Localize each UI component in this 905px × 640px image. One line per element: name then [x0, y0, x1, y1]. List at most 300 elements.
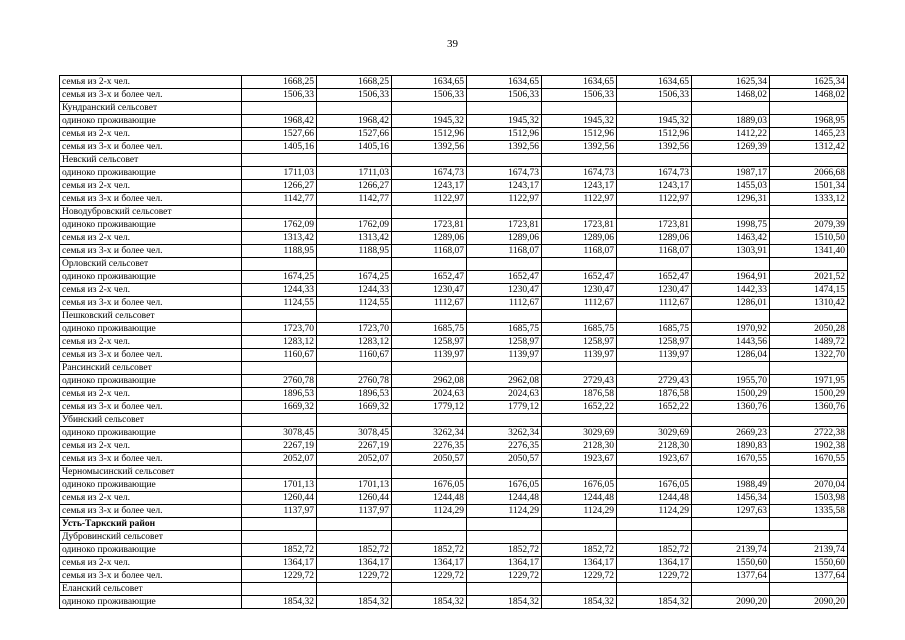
value-cell: 1945,32 [617, 115, 692, 128]
empty-cell [392, 154, 467, 167]
value-cell: 1896,53 [317, 388, 392, 401]
empty-cell [242, 206, 317, 219]
empty-cell [617, 206, 692, 219]
empty-cell [392, 414, 467, 427]
empty-cell [617, 583, 692, 596]
empty-cell [692, 531, 770, 544]
value-cell: 1258,97 [392, 336, 467, 349]
row-label: одиноко проживающие [60, 427, 242, 440]
value-cell: 1122,97 [392, 193, 467, 206]
empty-cell [467, 466, 542, 479]
empty-cell [542, 466, 617, 479]
empty-cell [317, 583, 392, 596]
value-cell: 1988,49 [692, 479, 770, 492]
value-cell: 1625,34 [770, 76, 848, 89]
value-cell: 1854,32 [542, 596, 617, 609]
value-cell: 1468,02 [770, 89, 848, 102]
value-cell: 2050,28 [770, 323, 848, 336]
value-cell: 3029,69 [542, 427, 617, 440]
value-cell: 1506,33 [617, 89, 692, 102]
row-label: семья из 3-х и более чел. [60, 245, 242, 258]
value-cell: 1852,72 [617, 544, 692, 557]
row-label: одиноко проживающие [60, 375, 242, 388]
value-cell: 1652,22 [542, 401, 617, 414]
value-cell: 1296,31 [692, 193, 770, 206]
empty-cell [317, 518, 392, 531]
value-cell: 2267,19 [242, 440, 317, 453]
row-label: одиноко проживающие [60, 219, 242, 232]
table-row [60, 557, 848, 570]
value-cell: 1258,97 [617, 336, 692, 349]
value-cell: 1124,55 [242, 297, 317, 310]
value-cell: 1674,73 [542, 167, 617, 180]
empty-cell [770, 258, 848, 271]
value-cell: 1168,07 [542, 245, 617, 258]
value-cell: 1685,75 [392, 323, 467, 336]
value-cell: 1968,95 [770, 115, 848, 128]
value-cell: 1455,03 [692, 180, 770, 193]
value-cell: 1243,17 [467, 180, 542, 193]
value-cell: 1260,44 [242, 492, 317, 505]
row-label: семья из 3-х и более чел. [60, 570, 242, 583]
table-row [60, 375, 848, 388]
value-cell: 1258,97 [542, 336, 617, 349]
value-cell: 2128,30 [617, 440, 692, 453]
empty-cell [542, 258, 617, 271]
empty-cell [317, 362, 392, 375]
value-cell: 1377,64 [692, 570, 770, 583]
value-cell: 1896,53 [242, 388, 317, 401]
empty-cell [242, 518, 317, 531]
value-cell: 1412,22 [692, 128, 770, 141]
empty-cell [542, 531, 617, 544]
section-label: Новодубровский сельсовет [60, 206, 242, 219]
empty-cell [242, 310, 317, 323]
empty-cell [467, 583, 542, 596]
value-cell: 1723,70 [242, 323, 317, 336]
value-cell: 1506,33 [317, 89, 392, 102]
value-cell: 1779,12 [392, 401, 467, 414]
value-cell: 1852,72 [392, 544, 467, 557]
value-cell: 1364,17 [317, 557, 392, 570]
row-label: семья из 3-х и более чел. [60, 141, 242, 154]
empty-cell [617, 102, 692, 115]
value-cell: 1968,42 [242, 115, 317, 128]
table-row [60, 115, 848, 128]
value-cell: 1303,91 [692, 245, 770, 258]
empty-cell [392, 466, 467, 479]
value-cell: 1685,75 [467, 323, 542, 336]
value-cell: 1723,70 [317, 323, 392, 336]
value-cell: 1723,81 [392, 219, 467, 232]
empty-cell [242, 102, 317, 115]
value-cell: 1890,83 [692, 440, 770, 453]
row-label: семья из 2-х чел. [60, 284, 242, 297]
value-cell: 1122,97 [542, 193, 617, 206]
value-cell: 1230,47 [617, 284, 692, 297]
value-cell: 1852,72 [542, 544, 617, 557]
row-label: семья из 3-х и более чел. [60, 193, 242, 206]
value-cell: 1876,58 [542, 388, 617, 401]
table-row [60, 180, 848, 193]
section-label: Убинский сельсовет [60, 414, 242, 427]
row-label: семья из 2-х чел. [60, 180, 242, 193]
empty-cell [617, 531, 692, 544]
value-cell: 1139,97 [467, 349, 542, 362]
value-cell: 1527,66 [242, 128, 317, 141]
value-cell: 1527,66 [317, 128, 392, 141]
value-cell: 1289,06 [392, 232, 467, 245]
value-cell: 1244,48 [542, 492, 617, 505]
value-cell: 1443,56 [692, 336, 770, 349]
value-cell: 2079,39 [770, 219, 848, 232]
row-label: семья из 2-х чел. [60, 232, 242, 245]
value-cell: 1364,17 [467, 557, 542, 570]
section-label: Черномысинский сельсовет [60, 466, 242, 479]
value-cell: 1474,15 [770, 284, 848, 297]
value-cell: 1244,48 [392, 492, 467, 505]
table-row [60, 284, 848, 297]
value-cell: 1139,97 [392, 349, 467, 362]
empty-cell [692, 258, 770, 271]
section-header-row [60, 531, 848, 544]
value-cell: 1269,39 [692, 141, 770, 154]
value-cell: 1229,72 [392, 570, 467, 583]
value-cell: 1550,60 [692, 557, 770, 570]
value-cell: 1998,75 [692, 219, 770, 232]
row-label: семья из 2-х чел. [60, 128, 242, 141]
value-cell: 3262,34 [392, 427, 467, 440]
value-cell: 1360,76 [692, 401, 770, 414]
table-row [60, 232, 848, 245]
row-label: одиноко проживающие [60, 479, 242, 492]
value-cell: 1762,09 [242, 219, 317, 232]
empty-cell [617, 414, 692, 427]
value-cell: 1142,77 [242, 193, 317, 206]
value-cell: 1244,48 [467, 492, 542, 505]
empty-cell [542, 206, 617, 219]
empty-cell [770, 310, 848, 323]
row-label: семья из 2-х чел. [60, 557, 242, 570]
value-cell: 1506,33 [467, 89, 542, 102]
empty-cell [392, 362, 467, 375]
value-cell: 1512,96 [542, 128, 617, 141]
row-label: одиноко проживающие [60, 323, 242, 336]
empty-cell [242, 531, 317, 544]
empty-cell [317, 310, 392, 323]
value-cell: 1676,05 [542, 479, 617, 492]
value-cell: 1945,32 [392, 115, 467, 128]
table-row [60, 336, 848, 349]
empty-cell [770, 531, 848, 544]
empty-cell [467, 102, 542, 115]
value-cell: 1364,17 [242, 557, 317, 570]
value-cell: 2090,20 [692, 596, 770, 609]
value-cell: 1669,32 [242, 401, 317, 414]
value-cell: 1668,25 [242, 76, 317, 89]
value-cell: 1112,67 [542, 297, 617, 310]
empty-cell [770, 518, 848, 531]
value-cell: 1442,33 [692, 284, 770, 297]
value-cell: 1229,72 [242, 570, 317, 583]
value-cell: 2024,63 [392, 388, 467, 401]
empty-cell [242, 583, 317, 596]
value-cell: 2729,43 [617, 375, 692, 388]
empty-cell [542, 310, 617, 323]
table-row [60, 453, 848, 466]
value-cell: 1266,27 [317, 180, 392, 193]
empty-cell [392, 206, 467, 219]
row-label: одиноко проживающие [60, 167, 242, 180]
value-cell: 1341,40 [770, 245, 848, 258]
value-cell: 1506,33 [242, 89, 317, 102]
value-cell: 2024,63 [467, 388, 542, 401]
table-row [60, 388, 848, 401]
empty-cell [392, 531, 467, 544]
empty-cell [242, 362, 317, 375]
value-cell: 1670,55 [692, 453, 770, 466]
value-cell: 1676,05 [617, 479, 692, 492]
value-cell: 1670,55 [770, 453, 848, 466]
value-cell: 1244,33 [317, 284, 392, 297]
table-row [60, 245, 848, 258]
section-label: Еланский сельсовет [60, 583, 242, 596]
value-cell: 1674,25 [317, 271, 392, 284]
value-cell: 1286,04 [692, 349, 770, 362]
value-cell: 1723,81 [467, 219, 542, 232]
empty-cell [617, 518, 692, 531]
empty-cell [392, 518, 467, 531]
table-body [60, 76, 848, 609]
value-cell: 2962,08 [467, 375, 542, 388]
value-cell: 1392,56 [542, 141, 617, 154]
tariff-table [59, 75, 848, 609]
value-cell: 1854,32 [617, 596, 692, 609]
empty-cell [692, 206, 770, 219]
value-cell: 1124,29 [617, 505, 692, 518]
row-label: одиноко проживающие [60, 544, 242, 557]
value-cell: 2729,43 [542, 375, 617, 388]
value-cell: 1510,50 [770, 232, 848, 245]
table-row [60, 128, 848, 141]
value-cell: 1112,67 [617, 297, 692, 310]
empty-cell [617, 466, 692, 479]
empty-cell [617, 362, 692, 375]
value-cell: 1945,32 [467, 115, 542, 128]
value-cell: 2021,52 [770, 271, 848, 284]
value-cell: 1137,97 [317, 505, 392, 518]
row-label: семья из 3-х и более чел. [60, 349, 242, 362]
section-label: Кундранский сельсовет [60, 102, 242, 115]
value-cell: 1142,77 [317, 193, 392, 206]
value-cell: 1392,56 [467, 141, 542, 154]
value-cell: 1465,23 [770, 128, 848, 141]
empty-cell [692, 310, 770, 323]
empty-cell [770, 154, 848, 167]
row-label: семья из 3-х и более чел. [60, 297, 242, 310]
value-cell: 1286,01 [692, 297, 770, 310]
table-row [60, 479, 848, 492]
empty-cell [692, 466, 770, 479]
value-cell: 1854,32 [392, 596, 467, 609]
section-header-row [60, 102, 848, 115]
value-cell: 2962,08 [392, 375, 467, 388]
section-header-row [60, 258, 848, 271]
empty-cell [317, 466, 392, 479]
value-cell: 1701,13 [242, 479, 317, 492]
value-cell: 1923,67 [542, 453, 617, 466]
value-cell: 1122,97 [617, 193, 692, 206]
value-cell: 1676,05 [392, 479, 467, 492]
section-label: Орловский сельсовет [60, 258, 242, 271]
value-cell: 1229,72 [617, 570, 692, 583]
table-row [60, 297, 848, 310]
value-cell: 1512,96 [467, 128, 542, 141]
row-label: одиноко проживающие [60, 115, 242, 128]
value-cell: 1229,72 [317, 570, 392, 583]
empty-cell [542, 102, 617, 115]
table-row [60, 219, 848, 232]
section-header-row [60, 414, 848, 427]
value-cell: 1634,65 [542, 76, 617, 89]
empty-cell [242, 258, 317, 271]
empty-cell [770, 206, 848, 219]
value-cell: 2760,78 [317, 375, 392, 388]
value-cell: 1955,70 [692, 375, 770, 388]
value-cell: 1779,12 [467, 401, 542, 414]
value-cell: 1377,64 [770, 570, 848, 583]
value-cell: 1625,34 [692, 76, 770, 89]
value-cell: 1322,70 [770, 349, 848, 362]
row-label: семья из 2-х чел. [60, 336, 242, 349]
empty-cell [467, 531, 542, 544]
table-row [60, 141, 848, 154]
value-cell: 3078,45 [317, 427, 392, 440]
empty-cell [542, 518, 617, 531]
row-label: одиноко проживающие [60, 596, 242, 609]
value-cell: 2070,04 [770, 479, 848, 492]
value-cell: 1468,02 [692, 89, 770, 102]
section-header-row [60, 310, 848, 323]
value-cell: 1506,33 [542, 89, 617, 102]
value-cell: 1501,34 [770, 180, 848, 193]
value-cell: 1168,07 [617, 245, 692, 258]
row-label: семья из 3-х и более чел. [60, 89, 242, 102]
row-label: семья из 2-х чел. [60, 76, 242, 89]
empty-cell [392, 258, 467, 271]
value-cell: 1463,42 [692, 232, 770, 245]
empty-cell [392, 310, 467, 323]
row-label: семья из 2-х чел. [60, 440, 242, 453]
value-cell: 1674,73 [392, 167, 467, 180]
value-cell: 1634,65 [392, 76, 467, 89]
value-cell: 1968,42 [317, 115, 392, 128]
empty-cell [542, 583, 617, 596]
value-cell: 1852,72 [467, 544, 542, 557]
table-row [60, 323, 848, 336]
value-cell: 2276,35 [467, 440, 542, 453]
table-row [60, 76, 848, 89]
empty-cell [467, 258, 542, 271]
value-cell: 2669,23 [692, 427, 770, 440]
value-cell: 1124,55 [317, 297, 392, 310]
value-cell: 1283,12 [242, 336, 317, 349]
value-cell: 1489,72 [770, 336, 848, 349]
value-cell: 1310,42 [770, 297, 848, 310]
value-cell: 1137,97 [242, 505, 317, 518]
section-label: Пешковский сельсовет [60, 310, 242, 323]
page-number: 39 [447, 38, 458, 50]
value-cell: 1674,25 [242, 271, 317, 284]
value-cell: 1244,48 [617, 492, 692, 505]
value-cell: 1971,95 [770, 375, 848, 388]
value-cell: 1685,75 [617, 323, 692, 336]
empty-cell [542, 362, 617, 375]
table-row [60, 570, 848, 583]
value-cell: 1244,33 [242, 284, 317, 297]
value-cell: 2052,07 [317, 453, 392, 466]
table-row [60, 440, 848, 453]
value-cell: 1674,73 [467, 167, 542, 180]
value-cell: 1503,98 [770, 492, 848, 505]
value-cell: 1652,47 [392, 271, 467, 284]
empty-cell [770, 414, 848, 427]
table-row [60, 193, 848, 206]
value-cell: 1243,17 [392, 180, 467, 193]
value-cell: 1674,73 [617, 167, 692, 180]
section-header-row [60, 466, 848, 479]
value-cell: 1168,07 [392, 245, 467, 258]
value-cell: 1188,95 [317, 245, 392, 258]
value-cell: 1964,91 [692, 271, 770, 284]
value-cell: 1230,47 [467, 284, 542, 297]
empty-cell [317, 414, 392, 427]
empty-cell [467, 206, 542, 219]
empty-cell [692, 362, 770, 375]
value-cell: 1652,47 [617, 271, 692, 284]
value-cell: 1701,13 [317, 479, 392, 492]
value-cell: 2139,74 [692, 544, 770, 557]
section-header-row [60, 154, 848, 167]
value-cell: 1364,17 [392, 557, 467, 570]
value-cell: 1550,60 [770, 557, 848, 570]
value-cell: 1289,06 [467, 232, 542, 245]
value-cell: 1243,17 [617, 180, 692, 193]
value-cell: 2267,19 [317, 440, 392, 453]
value-cell: 1512,96 [617, 128, 692, 141]
value-cell: 1124,29 [467, 505, 542, 518]
value-cell: 1122,97 [467, 193, 542, 206]
value-cell: 1258,97 [467, 336, 542, 349]
value-cell: 1243,17 [542, 180, 617, 193]
empty-cell [770, 102, 848, 115]
value-cell: 2276,35 [392, 440, 467, 453]
value-cell: 1685,75 [542, 323, 617, 336]
value-cell: 1405,16 [242, 141, 317, 154]
value-cell: 1229,72 [467, 570, 542, 583]
value-cell: 1289,06 [542, 232, 617, 245]
value-cell: 3078,45 [242, 427, 317, 440]
empty-cell [692, 518, 770, 531]
value-cell: 1124,29 [392, 505, 467, 518]
value-cell: 1876,58 [617, 388, 692, 401]
empty-cell [692, 414, 770, 427]
value-cell: 1139,97 [542, 349, 617, 362]
table-row [60, 596, 848, 609]
value-cell: 1500,29 [692, 388, 770, 401]
value-cell: 1652,47 [467, 271, 542, 284]
empty-cell [317, 154, 392, 167]
